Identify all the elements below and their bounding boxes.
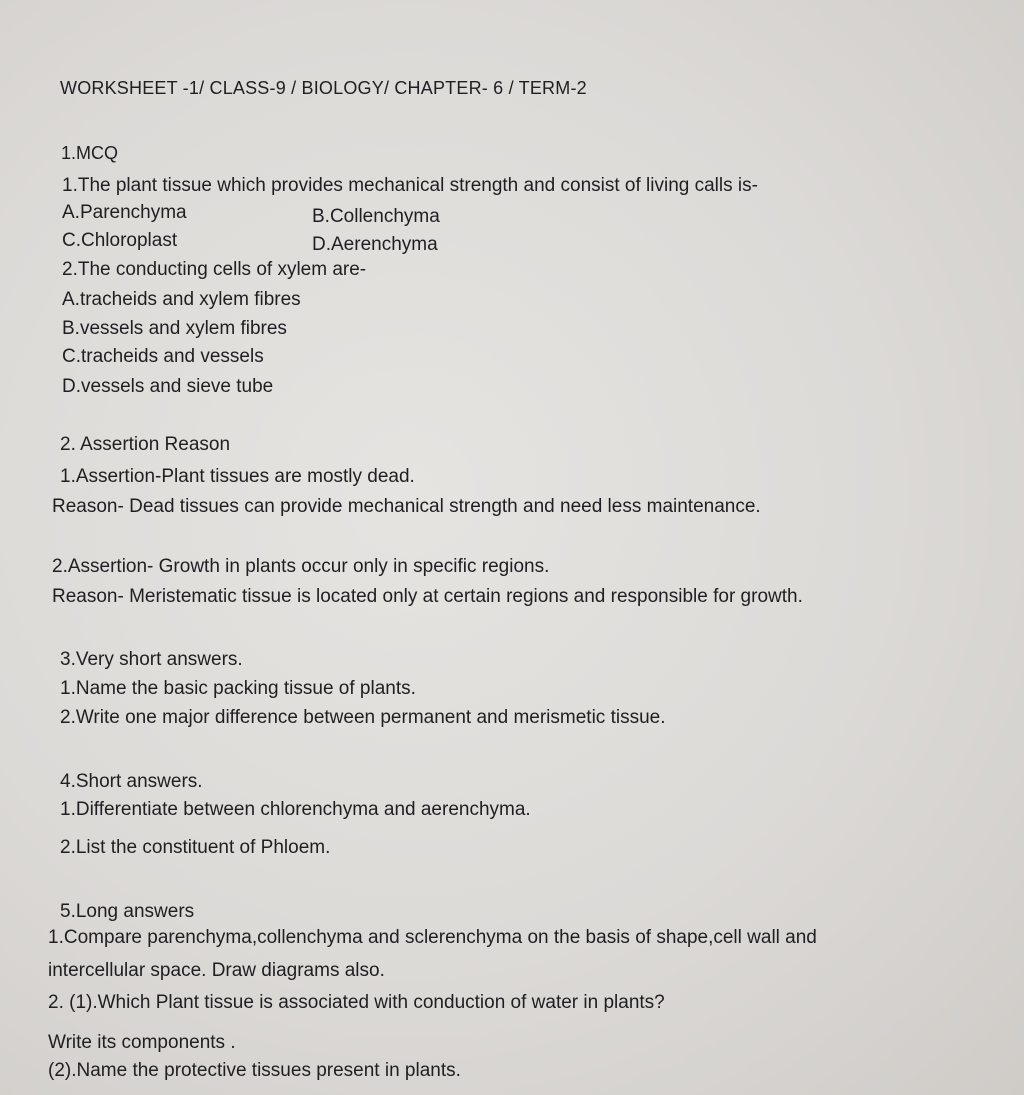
short-question-1: 1.Differentiate between chlorenchyma and aerenchyma. <box>60 799 531 820</box>
assertion-2: 2.Assertion- Growth in plants occur only in specific regions. <box>52 556 550 577</box>
long-heading: 5.Long answers <box>60 901 195 922</box>
mcq-q1-option-d: D.Aerenchyma <box>312 234 438 255</box>
short-heading: 4.Short answers. <box>60 771 203 792</box>
long-question-1-line-2: intercellular space. Draw diagrams also. <box>48 960 385 981</box>
very-short-question-2: 2.Write one major difference between permanent and merismetic tissue. <box>60 707 666 728</box>
mcq-q1-option-b: B.Collenchyma <box>312 206 440 227</box>
mcq-q2-option-c: C.tracheids and vessels <box>62 346 264 367</box>
mcq-question-2: 2.The conducting cells of xylem are- <box>62 259 367 280</box>
mcq-q1-option-c: C.Chloroplast <box>62 230 178 251</box>
long-question-2-line-3: (2).Name the protective tissues present in plants. <box>48 1060 461 1081</box>
assertion-reason-heading: 2. Assertion Reason <box>60 434 231 455</box>
reason-2: Reason- Meristematic tissue is located only at certain regions and responsible for growth. <box>52 586 803 607</box>
mcq-heading: 1.MCQ <box>61 143 119 163</box>
worksheet-title: WORKSHEET -1/ CLASS-9 / BIOLOGY/ CHAPTER- 6 / TERM-2 <box>60 78 587 98</box>
long-question-1-line-1: 1.Compare parenchyma,collenchyma and sclerenchyma on the basis of shape,cell wall and <box>48 927 817 948</box>
assertion-1: 1.Assertion-Plant tissues are mostly dead. <box>60 466 415 487</box>
mcq-q2-option-a: A.tracheids and xylem fibres <box>62 289 301 310</box>
mcq-question-1: 1.The plant tissue which provides mechanical strength and consist of living calls is- <box>62 175 758 196</box>
mcq-q2-option-d: D.vessels and sieve tube <box>62 376 274 397</box>
short-question-2: 2.List the constituent of Phloem. <box>60 837 331 858</box>
very-short-heading: 3.Very short answers. <box>60 649 243 670</box>
long-question-2-line-1: 2. (1).Which Plant tissue is associated with conduction of water in plants? <box>48 992 665 1013</box>
long-question-2-line-2: Write its components . <box>48 1032 236 1053</box>
mcq-q1-option-a: A.Parenchyma <box>62 202 187 223</box>
reason-1: Reason- Dead tissues can provide mechanical strength and need less maintenance. <box>52 496 761 517</box>
very-short-question-1: 1.Name the basic packing tissue of plants. <box>60 678 416 699</box>
mcq-q2-option-b: B.vessels and xylem fibres <box>62 318 287 339</box>
